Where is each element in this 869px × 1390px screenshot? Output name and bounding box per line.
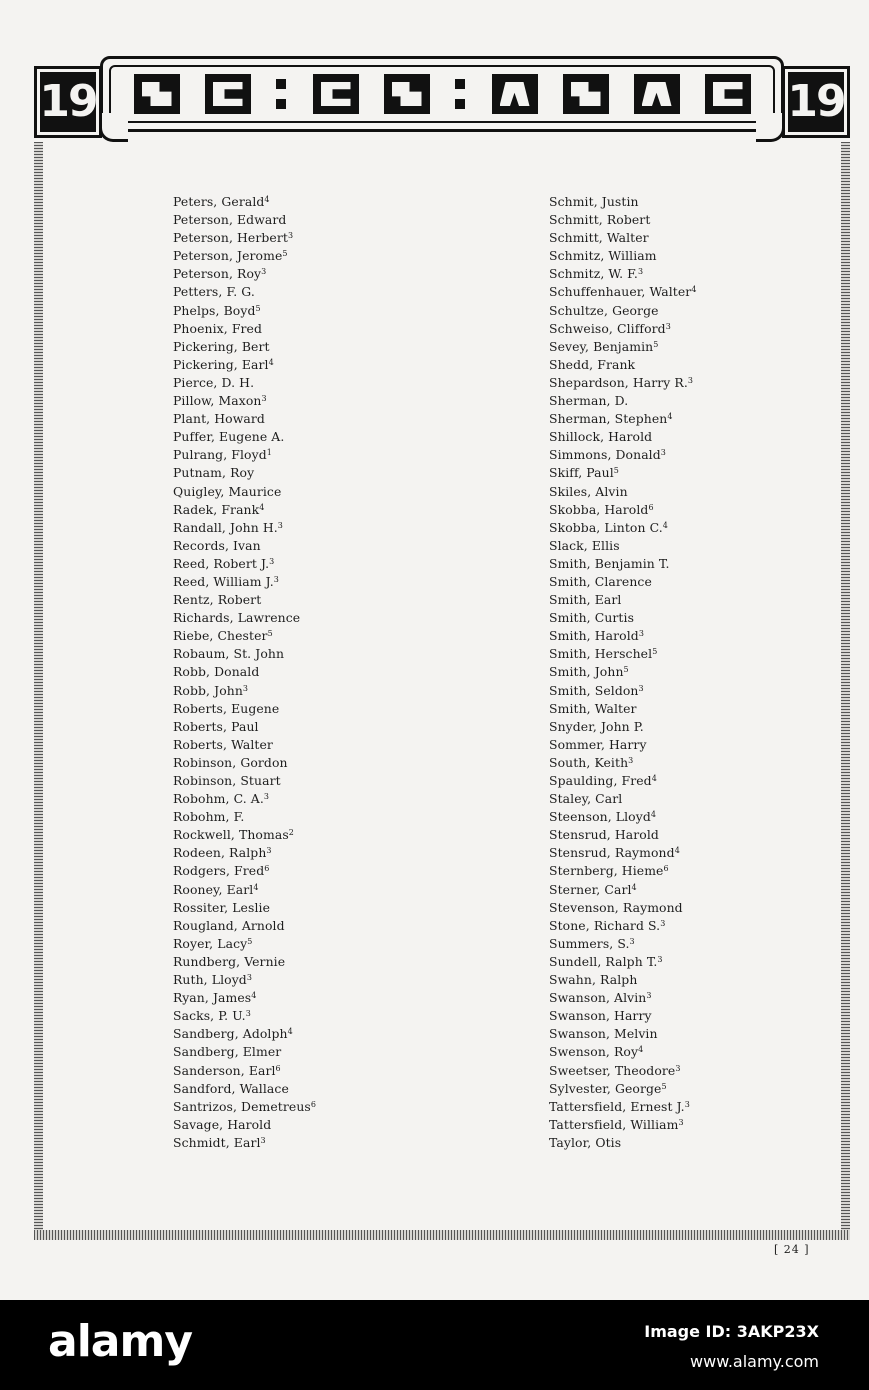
name-entry [173, 736, 316, 754]
entry-name: Rougland, Arnold [173, 917, 285, 933]
entry-year-mark: 4 [651, 774, 657, 783]
name-entry [549, 663, 697, 681]
name-entry [549, 356, 697, 374]
name-entry [173, 1007, 316, 1025]
name-entry [549, 428, 697, 446]
ornament-glyph [563, 74, 609, 114]
name-entry [549, 935, 697, 953]
name-entry [173, 247, 316, 265]
entry-year-mark: 3 [287, 231, 294, 241]
entry-name: Roberts, Paul [173, 718, 259, 734]
entry-name: Putnam, Roy [173, 465, 255, 481]
entry-name: Sherman, D. [549, 393, 629, 409]
entry-year-mark: 4 [650, 810, 657, 820]
entry-name: Skobba, Linton C. [549, 519, 663, 535]
entry-name: Schultze, George [549, 302, 659, 318]
entry-name: Smith, Benjamin T. [549, 555, 670, 571]
entry-name: Pickering, Earl [173, 356, 269, 372]
entry-year-mark: 4 [662, 520, 668, 530]
entry-name: Sterner, Carl [549, 881, 632, 897]
entry-name: Rossiter, Leslie [173, 899, 270, 915]
name-entry [549, 320, 697, 338]
entry-name: Royer, Lacy [173, 935, 248, 951]
entry-name: Roberts, Walter [173, 736, 273, 752]
entry-name: Peterson, Roy [173, 266, 262, 282]
name-entry [173, 537, 316, 555]
name-entry [173, 320, 316, 338]
entry-name: Sylvester, George [549, 1080, 662, 1096]
entry-name: Rooney, Earl [173, 881, 254, 897]
entry-year-mark: 3 [638, 629, 645, 639]
name-entry [549, 1062, 697, 1080]
entry-name: Schmidt, Earl [173, 1134, 261, 1150]
entry-year-mark: 4 [674, 846, 680, 856]
entry-year-mark: 4 [259, 502, 265, 512]
name-entry [173, 953, 316, 971]
name-entry [549, 899, 697, 917]
name-entry [173, 302, 316, 320]
entry-name: Riebe, Chester [173, 628, 268, 644]
name-entry [549, 519, 697, 537]
entry-name: Reed, William J. [173, 573, 274, 589]
entry-year-mark: 6 [648, 502, 654, 512]
name-list-right [549, 193, 697, 1152]
year-left: 19 [34, 66, 102, 138]
entry-year-mark: 3 [628, 755, 634, 765]
entry-year-mark: 4 [667, 412, 673, 422]
entry-name: Smith, Harold [549, 628, 639, 644]
name-entry [173, 265, 316, 283]
entry-year-mark: 3 [684, 1099, 690, 1109]
name-entry [173, 591, 316, 609]
entry-year-mark: 5 [623, 665, 629, 675]
name-entry [173, 573, 316, 591]
entry-year-mark: 4 [691, 285, 697, 295]
frame-rule-bottom [34, 1230, 850, 1240]
entry-year-mark: 3 [260, 1135, 266, 1145]
name-entry [173, 392, 316, 410]
entry-name: Stevenson, Raymond [549, 899, 683, 915]
image-id-label: Image ID: 3AKP23X [644, 1322, 819, 1341]
ornament-glyph [384, 74, 430, 114]
entry-name: Smith, Curtis [549, 610, 635, 626]
entry-name: Pulrang, Floyd [173, 447, 267, 463]
name-entry [549, 1134, 697, 1152]
entry-year-mark: 3 [660, 448, 666, 458]
name-entry [549, 446, 697, 464]
entry-name: Skiff, Paul [549, 465, 614, 481]
frame-rule-right [841, 142, 850, 1240]
name-entry [173, 899, 316, 917]
name-entry [549, 537, 697, 555]
entry-year-mark: 3 [269, 556, 275, 566]
name-entry [173, 627, 316, 645]
entry-name: Randall, John H. [173, 519, 278, 535]
entry-name: Tattersfield, William [549, 1116, 679, 1132]
name-entry [173, 1062, 316, 1080]
entry-year-mark: 4 [264, 195, 270, 204]
entry-name: Peterson, Edward [173, 212, 287, 228]
entry-name: Petters, F. G. [173, 284, 255, 300]
entry-name: Robohm, F. [173, 809, 245, 825]
entry-name: Sanderson, Earl [173, 1062, 276, 1078]
ornament-colon [455, 79, 467, 109]
entry-name: Smith, Earl [549, 592, 622, 608]
entry-name: Spaulding, Fred [549, 773, 652, 788]
name-entry [549, 700, 697, 718]
entry-year-mark: 3 [277, 520, 283, 530]
title-scroll [100, 56, 784, 132]
name-entry [549, 862, 697, 880]
entry-name: Puffer, Eugene A. [173, 429, 285, 445]
entry-name: Phelps, Boyd [173, 302, 256, 318]
entry-name: Sandberg, Elmer [173, 1044, 282, 1060]
name-entry [173, 862, 316, 880]
entry-name: Sweetser, Theodore [549, 1062, 676, 1078]
name-entry [173, 483, 316, 501]
name-entry [549, 1098, 697, 1116]
entry-name: Sundell, Ralph T. [549, 953, 658, 969]
entry-name: Savage, Harold [173, 1116, 272, 1132]
name-entry [549, 193, 697, 211]
name-entry [173, 1043, 316, 1061]
name-entry [173, 1080, 316, 1098]
entry-year-mark: 4 [631, 882, 637, 892]
entry-name: Robb, Donald [173, 664, 260, 680]
name-entry [173, 971, 316, 989]
entry-name: Shepardson, Harry R. [549, 374, 688, 390]
entry-name: Staley, Carl [549, 791, 623, 807]
name-entry [549, 1043, 697, 1061]
name-entry [549, 283, 697, 301]
name-entry [549, 645, 697, 663]
ornament-glyph [205, 74, 251, 114]
name-entry [173, 645, 316, 663]
name-entry [549, 211, 697, 229]
entry-name: Reed, Robert J. [173, 555, 270, 571]
name-entry [173, 555, 316, 573]
scroll-curl-left [99, 113, 128, 142]
entry-name: Smith, Herschel [549, 646, 653, 662]
entry-year-mark: 5 [255, 303, 261, 313]
entry-year-mark: 6 [275, 1063, 281, 1073]
entry-name: Peterson, Jerome [173, 248, 283, 264]
name-entry [173, 464, 316, 482]
name-entry [549, 229, 697, 247]
entry-year-mark: 5 [661, 1081, 667, 1091]
ornament-colon [276, 79, 288, 109]
name-entry [173, 1025, 316, 1043]
entry-name: Robinson, Stuart [173, 773, 281, 788]
name-entry [549, 790, 697, 808]
name-entry [549, 501, 697, 519]
entry-name: Slack, Ellis [549, 537, 620, 553]
entry-name: Schmitz, William [549, 248, 657, 264]
decorative-title-lettering [121, 71, 763, 117]
name-entry [173, 1098, 316, 1116]
entry-name: Quigley, Maurice [173, 483, 282, 499]
name-entry [549, 1007, 697, 1025]
entry-name: Sacks, P. U. [173, 1008, 246, 1024]
name-entry [173, 193, 316, 211]
ornament-glyph [134, 74, 180, 114]
entry-year-mark: 3 [263, 792, 270, 802]
entry-name: Peterson, Herbert [173, 230, 288, 246]
entry-year-mark: 6 [663, 864, 669, 874]
name-entry [549, 989, 697, 1007]
name-entry [549, 826, 697, 844]
name-entry [173, 229, 316, 247]
entry-name: Steenson, Lloyd [549, 809, 651, 825]
name-entry [549, 410, 697, 428]
entry-name: Rodeen, Ralph [173, 845, 267, 861]
name-entry [549, 247, 697, 265]
entry-name: Swanson, Harry [549, 1008, 652, 1024]
entry-year-mark: 3 [637, 267, 644, 277]
entry-year-mark: 3 [660, 918, 666, 928]
name-entry [173, 844, 316, 862]
entry-name: Robinson, Gordon [173, 754, 288, 770]
entry-year-mark: 4 [638, 1045, 644, 1055]
entry-year-mark: 4 [251, 991, 257, 1001]
entry-year-mark: 3 [245, 1009, 251, 1019]
name-entry [549, 573, 697, 591]
name-entry [173, 519, 316, 537]
entry-year-mark: 6 [264, 864, 270, 874]
name-entry [173, 410, 316, 428]
entry-name: Sherman, Stephen [549, 411, 668, 427]
entry-name: Schweiso, Clifford [549, 320, 666, 336]
name-entry [549, 682, 697, 700]
alamy-logo: alamy [48, 1316, 192, 1367]
entry-year-mark: 5 [247, 936, 253, 946]
entry-name: Tattersfield, Ernest J. [549, 1098, 685, 1114]
ornament-glyph [313, 74, 359, 114]
entry-name: Swenson, Roy [549, 1044, 639, 1060]
entry-name: Stone, Richard S. [549, 917, 661, 933]
frame-rule-left [34, 142, 43, 1240]
name-entry [549, 555, 697, 573]
entry-name: Rentz, Robert [173, 592, 262, 608]
entry-name: Robb, John [173, 682, 243, 698]
name-list-left [173, 193, 316, 1152]
entry-name: Sevey, Benjamin [549, 338, 654, 354]
entry-name: Schmit, Justin [549, 194, 639, 209]
name-entry [173, 609, 316, 627]
entry-name: Shedd, Frank [549, 356, 636, 372]
entry-year-mark: 5 [267, 629, 273, 639]
entry-year-mark: 3 [266, 846, 272, 856]
entry-name: Schmitt, Robert [549, 212, 651, 228]
name-entry [173, 501, 316, 519]
entry-name: Taylor, Otis [549, 1134, 622, 1150]
name-entry [549, 302, 697, 320]
entry-name: Smith, Seldon [549, 682, 639, 698]
entry-name: Radek, Frank [173, 501, 260, 517]
entry-year-mark: 3 [665, 321, 671, 331]
entry-year-mark: 3 [687, 375, 694, 385]
entry-year-mark: 1 [266, 448, 272, 458]
entry-year-mark: 5 [653, 339, 659, 349]
name-entry [173, 826, 316, 844]
entry-name: Sommer, Harry [549, 736, 647, 752]
entry-year-mark: 3 [629, 936, 635, 946]
entry-name: Plant, Howard [173, 411, 265, 427]
name-entry [549, 917, 697, 935]
name-entry [549, 374, 697, 392]
entry-name: South, Keith [549, 754, 629, 770]
entry-name: Schmitz, W. F. [549, 266, 638, 282]
name-entry [549, 971, 697, 989]
name-entry [173, 700, 316, 718]
name-entry [173, 356, 316, 374]
entry-year-mark: 3 [246, 973, 253, 983]
entry-name: Rockwell, Thomas [173, 827, 289, 843]
name-entry [173, 772, 316, 790]
entry-name: Peters, Gerald [173, 194, 265, 209]
entry-name: Robaum, St. John [173, 646, 285, 662]
entry-name: Ryan, James [173, 990, 252, 1006]
entry-name: Records, Ivan [173, 537, 261, 553]
name-entry [549, 627, 697, 645]
name-entry [549, 736, 697, 754]
entry-name: Rodgers, Fred [173, 863, 265, 879]
name-entry [549, 1025, 697, 1043]
name-entry [173, 446, 316, 464]
entry-year-mark: 5 [282, 249, 288, 259]
entry-year-mark: 4 [268, 357, 274, 367]
name-entry [549, 1116, 697, 1134]
stock-watermark-footer [0, 1300, 869, 1390]
entry-name: Pickering, Bert [173, 338, 270, 354]
name-entry [173, 283, 316, 301]
entry-name: Pillow, Maxon [173, 393, 262, 409]
entry-name: Pierce, D. H. [173, 374, 255, 390]
entry-name: Smith, Walter [549, 700, 637, 716]
name-entry [549, 265, 697, 283]
name-entry [173, 808, 316, 826]
name-entry [549, 754, 697, 772]
name-entry [549, 591, 697, 609]
entry-year-mark: 5 [613, 466, 619, 476]
ornament-glyph [634, 74, 680, 114]
name-entry [549, 338, 697, 356]
name-entry [173, 338, 316, 356]
entry-name: Robohm, C. A. [173, 791, 264, 807]
name-entry [173, 428, 316, 446]
entry-year-mark: 2 [288, 828, 294, 838]
entry-name: Sandford, Wallace [173, 1080, 289, 1096]
entry-name: Simmons, Donald [549, 447, 661, 463]
entry-name: Phoenix, Fred [173, 320, 263, 336]
name-entry [173, 211, 316, 229]
name-entry [173, 663, 316, 681]
entry-name: Smith, Clarence [549, 573, 652, 589]
entry-name: Skobba, Harold [549, 501, 649, 517]
entry-name: Shillock, Harold [549, 429, 653, 445]
entry-year-mark: 3 [261, 394, 267, 404]
entry-name: Stensrud, Raymond [549, 845, 675, 861]
entry-year-mark: 3 [638, 683, 644, 693]
site-url: www.alamy.com [690, 1352, 819, 1371]
name-entry [549, 953, 697, 971]
entry-name: Ruth, Lloyd [173, 972, 247, 988]
name-entry [173, 754, 316, 772]
name-entry [173, 682, 316, 700]
name-entry [173, 790, 316, 808]
entry-name: Swahn, Ralph [549, 972, 638, 988]
name-entry [173, 989, 316, 1007]
entry-name: Snyder, John P. [549, 718, 644, 734]
entry-year-mark: 3 [678, 1117, 684, 1127]
entry-name: Schmitt, Walter [549, 230, 649, 246]
entry-year-mark: 4 [253, 882, 259, 892]
entry-name: Sandberg, Adolph [173, 1026, 288, 1042]
entry-year-mark: 5 [652, 647, 658, 657]
name-entry [549, 609, 697, 627]
entry-name: Stensrud, Harold [549, 827, 659, 843]
entry-year-mark: 3 [675, 1063, 681, 1073]
entry-name: Roberts, Eugene [173, 700, 280, 716]
entry-name: Smith, John [549, 664, 624, 680]
name-entry [173, 935, 316, 953]
name-entry [549, 718, 697, 736]
name-entry [173, 1134, 316, 1152]
entry-year-mark: 4 [287, 1027, 293, 1037]
entry-year-mark: 3 [646, 991, 652, 1001]
name-entry [549, 392, 697, 410]
name-entry [173, 1116, 316, 1134]
entry-year-mark: 3 [273, 574, 279, 584]
name-entry [549, 808, 697, 826]
entry-name: Richards, Lawrence [173, 610, 301, 626]
entry-name: Skiles, Alvin [549, 483, 628, 499]
entry-name: Schuffenhauer, Walter [549, 284, 692, 300]
ornament-glyph [705, 74, 751, 114]
name-entry [549, 881, 697, 899]
ornament-glyph [492, 74, 538, 114]
entry-name: Swanson, Alvin [549, 990, 647, 1006]
entry-year-mark: 3 [242, 683, 249, 693]
name-entry [549, 464, 697, 482]
name-entry [173, 718, 316, 736]
name-entry [549, 844, 697, 862]
entry-year-mark: 6 [310, 1099, 317, 1109]
name-entry [173, 374, 316, 392]
entry-name: Rundberg, Vernie [173, 953, 286, 969]
page-number: [ 24 ] [774, 1243, 810, 1256]
entry-name: Sternberg, Hieme [549, 863, 664, 879]
entry-name: Swanson, Melvin [549, 1026, 658, 1042]
name-entry [549, 1080, 697, 1098]
entry-year-mark: 3 [657, 954, 663, 964]
year-right: 19 [782, 66, 850, 138]
name-entry [549, 772, 697, 790]
name-entry [173, 917, 316, 935]
scroll-curl-right [756, 113, 785, 142]
entry-name: Summers, S. [549, 935, 630, 951]
entry-name: Santrizos, Demetreus [173, 1098, 311, 1114]
name-entry [549, 483, 697, 501]
entry-year-mark: 3 [261, 267, 267, 277]
header-banner [34, 56, 850, 138]
name-entry [173, 881, 316, 899]
